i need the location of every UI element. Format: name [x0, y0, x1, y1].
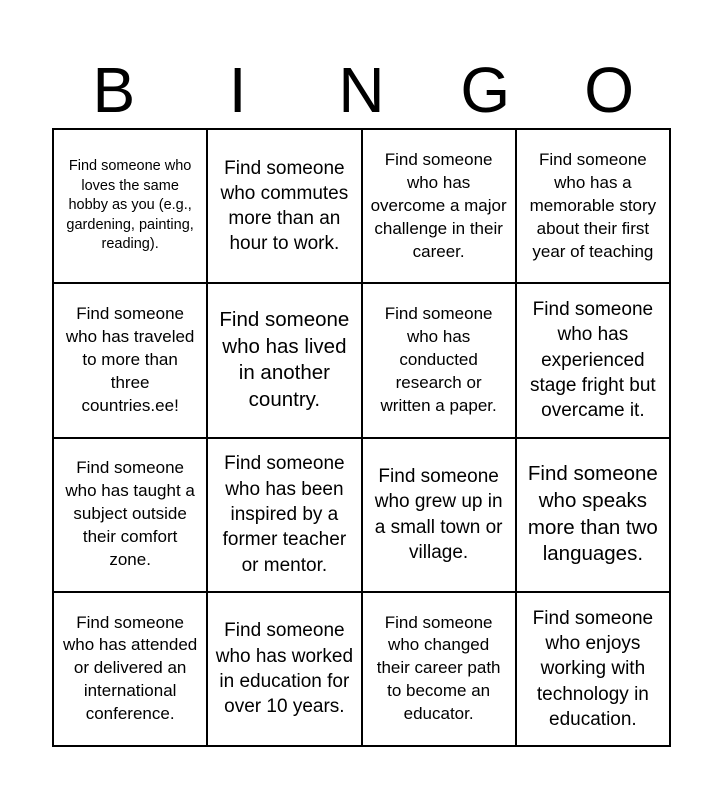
bingo-cell-r1-c4[interactable] [517, 130, 671, 284]
header-letter-b: B [92, 54, 136, 126]
header-letter-o: O [584, 54, 634, 126]
cell-text: Find someone who commutes more than an hour to work. [220, 157, 349, 255]
bingo-header [52, 52, 671, 128]
bingo-cell-r3-c2[interactable] [208, 439, 362, 593]
bingo-cell-r2-c2[interactable] [208, 284, 362, 438]
header-letter-n: N [338, 54, 385, 126]
bingo-cell-r3-c3[interactable] [363, 439, 517, 593]
bingo-cell-r2-c3[interactable] [363, 284, 517, 438]
cell-text: Find someone who has overcome a major challenge in their career. [370, 149, 507, 261]
cell-text: Find someone who has experienced stage fright but overcame it. [530, 299, 656, 422]
bingo-cell-r4-c2[interactable] [208, 593, 362, 747]
cell-text: Find someone who has been inspired by a former teacher or mentor. [222, 453, 347, 576]
bingo-cell-r3-c4[interactable] [517, 439, 671, 593]
bingo-cell-r4-c3[interactable] [363, 593, 517, 747]
bingo-cell-r2-c4[interactable] [517, 284, 671, 438]
header-letter-i: I [228, 54, 247, 126]
bingo-cell-r1-c3[interactable] [363, 130, 517, 284]
cell-text: Find someone who has a memorable story about their first year of teaching [529, 149, 657, 261]
cell-text: Find someone who has worked in education for over 10 years. [215, 620, 354, 718]
header-letter-g: G [460, 54, 511, 126]
bingo-cell-r4-c1[interactable] [54, 593, 208, 747]
cell-text: Find someone who enjoys working with technology in education. [532, 607, 654, 730]
bingo-cell-r1-c2[interactable] [208, 130, 362, 284]
bingo-cell-r2-c1[interactable] [54, 284, 208, 438]
bingo-cell-r3-c1[interactable] [54, 439, 208, 593]
cell-text: Find someone who has attended or delivered an international conference. [63, 612, 198, 724]
cell-text: Find someone who grew up in a small town or village. [374, 466, 503, 563]
cell-text: Find someone who has lived in another country. [219, 308, 350, 412]
bingo-cell-r1-c1[interactable] [54, 130, 208, 284]
bingo-cell-r4-c4[interactable] [517, 593, 671, 747]
cell-text: Find someone who speaks more than two languages. [527, 462, 658, 566]
cell-text: Find someone who changed their career path to become an educator. [376, 612, 501, 724]
bingo-card-grid [52, 128, 671, 747]
cell-text: Find someone who has conducted research or written a paper. [380, 304, 497, 415]
cell-text: Find someone who has traveled to more than three countries.ee! [65, 304, 195, 415]
cell-text: Find someone who loves the same hobby as you (e.g., gardening, painting, reading). [66, 158, 194, 253]
cell-text: Find someone who has taught a subject outside their comfort zone. [65, 458, 195, 570]
